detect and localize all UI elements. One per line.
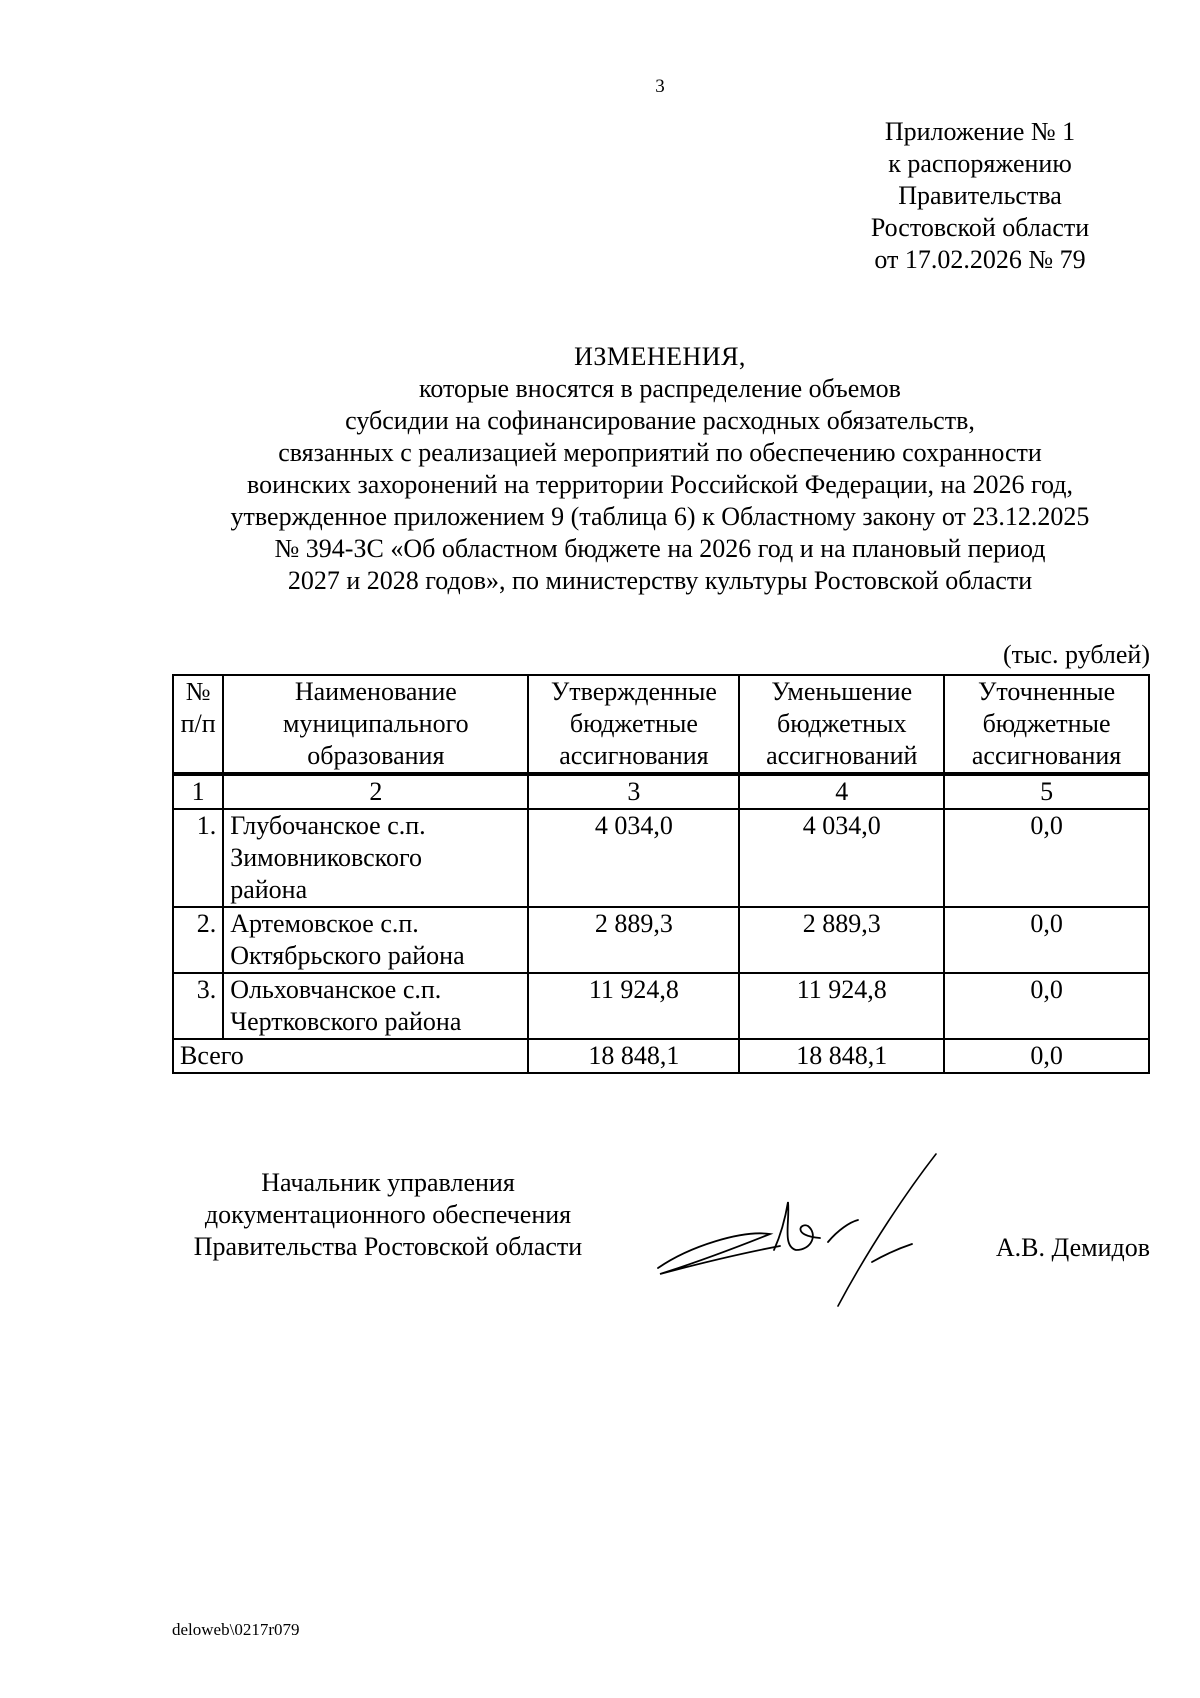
refined-value: 0,0 [944, 907, 1149, 973]
signer-name: А.В. Демидов [995, 1233, 1150, 1262]
header-decrease: Уменьшение бюджетных ассигнований [739, 675, 944, 774]
table-row [173, 907, 1149, 973]
decrease-value: 4 034,0 [739, 809, 944, 907]
total-row [173, 1039, 1149, 1073]
title-line: воинских захоронений на территории Российской Федерации, на 2026 год, [246, 470, 1074, 499]
header-municipality: Наименование муниципального образования [223, 675, 528, 774]
table-row [173, 809, 1149, 907]
units-label: (тыс. рублей) [1002, 640, 1150, 669]
appendix-line: от 17.02.2026 № 79 [874, 245, 1086, 274]
decrease-value: 2 889,3 [739, 907, 944, 973]
appendix-line: Ростовской области [870, 213, 1090, 242]
total-decrease: 18 848,1 [739, 1039, 944, 1073]
column-number: 5 [944, 774, 1149, 809]
table-row [173, 973, 1149, 1039]
row-number: 1. [173, 809, 223, 907]
title-line: утвержденное приложением 9 (таблица 6) к Областному закону от 23.12.2025 [230, 502, 1090, 531]
approved-value: 11 924,8 [528, 973, 739, 1039]
approved-value: 2 889,3 [528, 907, 739, 973]
title-line: которые вносятся в распределение объемов [419, 374, 901, 403]
row-number: 2. [173, 907, 223, 973]
header-approved: Утвержденные бюджетные ассигнования [528, 675, 739, 774]
handwritten-signature [650, 1150, 950, 1310]
refined-value: 0,0 [944, 809, 1149, 907]
total-approved: 18 848,1 [528, 1039, 739, 1073]
column-number: 3 [528, 774, 739, 809]
appendix-block [780, 116, 1180, 276]
title-line: № 394-ЗС «Об областном бюджете на 2026 год и на плановый период [274, 534, 1046, 563]
total-refined: 0,0 [944, 1039, 1149, 1073]
approved-value: 4 034,0 [528, 809, 739, 907]
signer-line: документационного обеспечения [204, 1200, 572, 1229]
header-number: № п/п [173, 675, 223, 774]
table-header-row [173, 675, 1149, 774]
column-number: 2 [223, 774, 528, 809]
column-number: 1 [173, 774, 223, 809]
signer-title [168, 1167, 608, 1263]
signer-line: Правительства Ростовской области [193, 1232, 583, 1261]
appendix-line: Правительства [898, 181, 1062, 210]
budget-table [172, 674, 1150, 1074]
title-line: субсидии на софинансирование расходных обязательств, [345, 406, 975, 435]
title-heading: ИЗМЕНЕНИЯ, [574, 342, 746, 371]
municipality-name: Глубочанское с.п. Зимовниковского района [223, 809, 528, 907]
total-label: Всего [173, 1039, 528, 1073]
municipality-name: Артемовское с.п. Октябрьского района [223, 907, 528, 973]
column-number-row [173, 774, 1149, 809]
municipality-name: Ольховчанское с.п. Чертковского района [223, 973, 528, 1039]
footer-code: deloweb\0217r079 [172, 1620, 300, 1639]
header-refined: Уточненные бюджетные ассигнования [944, 675, 1149, 774]
signer-line: Начальник управления [261, 1168, 515, 1197]
decrease-value: 11 924,8 [739, 973, 944, 1039]
row-number: 3. [173, 973, 223, 1039]
column-number: 4 [739, 774, 944, 809]
document-title [140, 341, 1180, 597]
refined-value: 0,0 [944, 973, 1149, 1039]
appendix-line: к распоряжению [888, 149, 1072, 178]
title-line: связанных с реализацией мероприятий по обеспечению сохранности [278, 438, 1042, 467]
title-line: 2027 и 2028 годов», по министерству культуры Ростовской области [287, 566, 1033, 595]
appendix-line: Приложение № 1 [884, 117, 1076, 146]
page-number: 3 [655, 76, 665, 97]
